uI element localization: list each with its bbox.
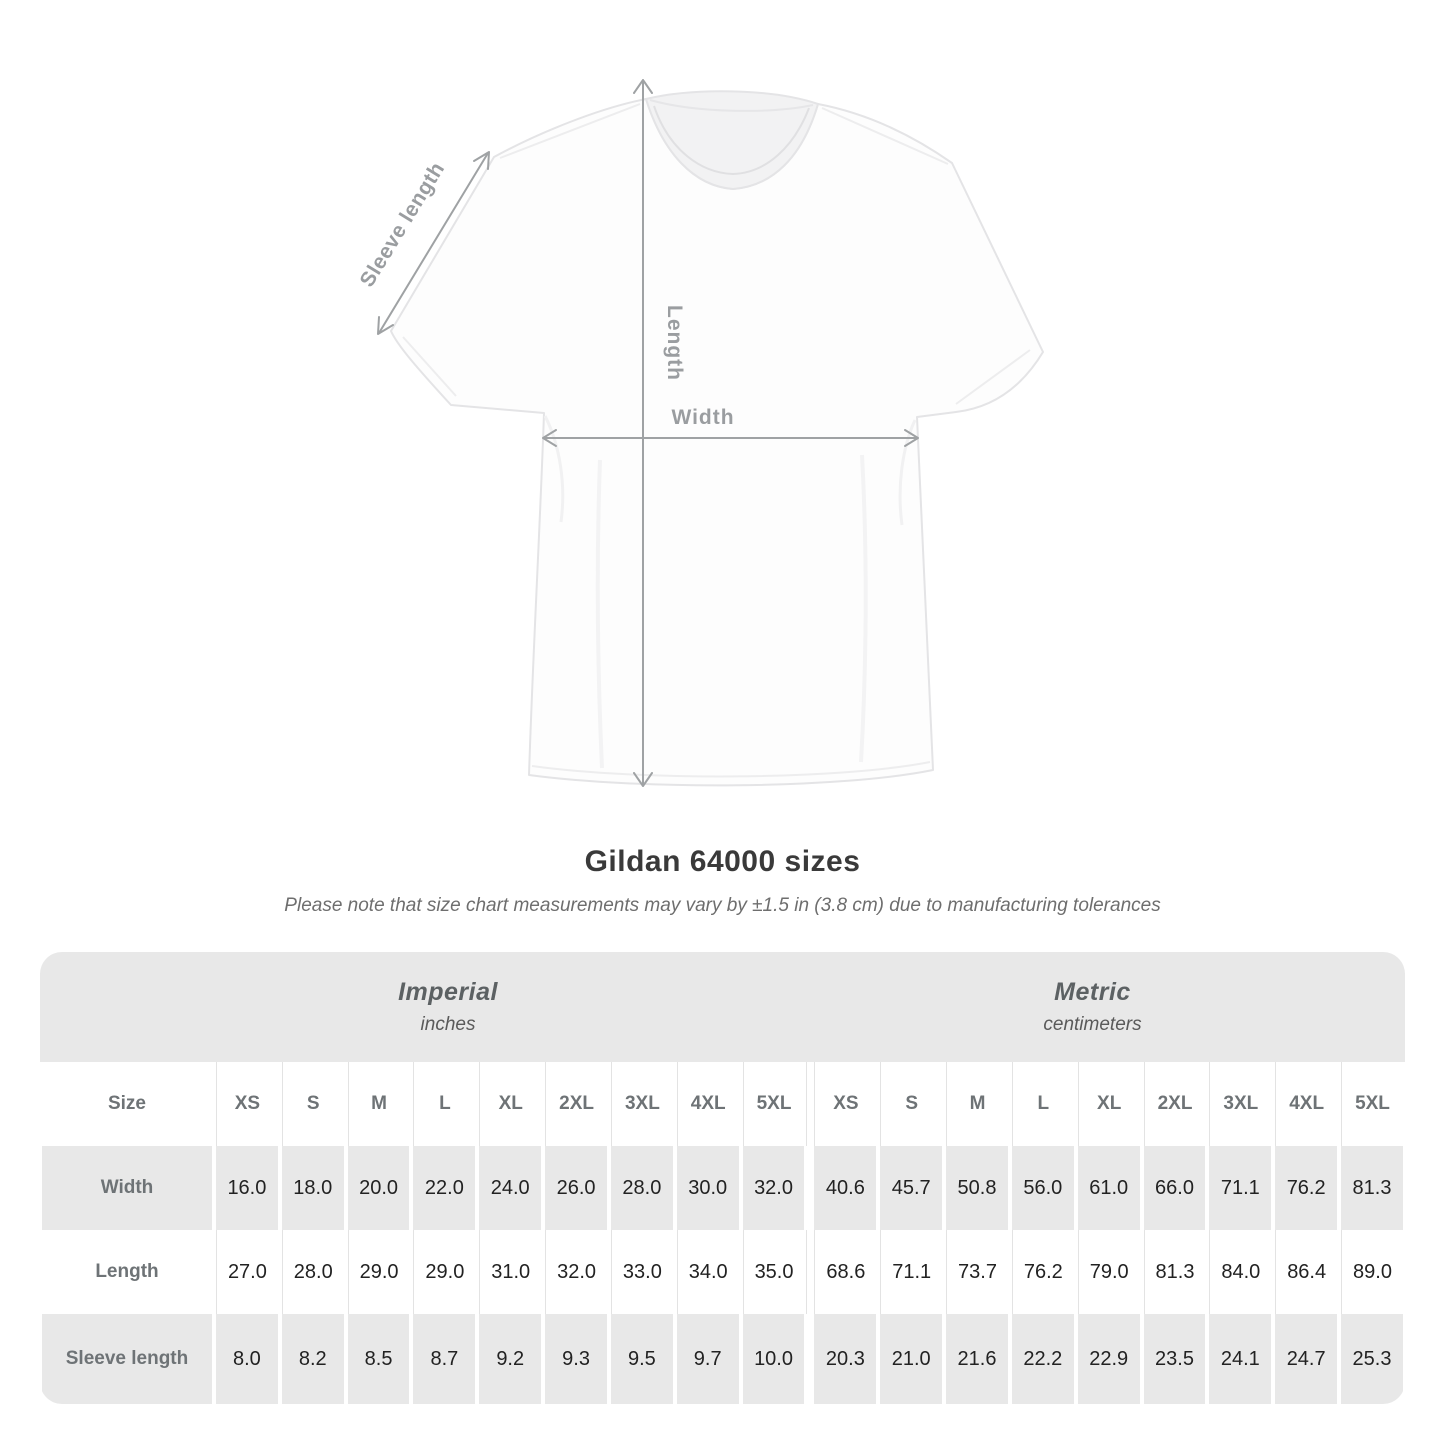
value-cell: 18.0 bbox=[282, 1146, 344, 1230]
imperial-unit: inches bbox=[420, 1014, 476, 1035]
size-cell: M bbox=[946, 1062, 1008, 1146]
size-cell: XS bbox=[814, 1062, 876, 1146]
value-cell: 8.7 bbox=[413, 1314, 475, 1404]
value-cell: 27.0 bbox=[216, 1230, 278, 1314]
size-cell: 4XL bbox=[1275, 1062, 1337, 1146]
tolerance-note: Please note that size chart measurements may vary by ±1.5 in (3.8 cm) due to manufacturing tolerances bbox=[284, 895, 1161, 916]
value-cell: 9.7 bbox=[677, 1314, 739, 1404]
value-cell: 79.0 bbox=[1078, 1230, 1140, 1314]
size-cell: L bbox=[413, 1062, 475, 1146]
value-cell: 89.0 bbox=[1341, 1230, 1403, 1314]
metric-header bbox=[810, 952, 1405, 1062]
value-cell: 25.3 bbox=[1341, 1314, 1403, 1404]
value-cell: 16.0 bbox=[216, 1146, 278, 1230]
value-cell: 81.3 bbox=[1341, 1146, 1403, 1230]
half-divider bbox=[806, 1062, 812, 1146]
value-cell: 9.3 bbox=[545, 1314, 607, 1404]
value-cell: 8.5 bbox=[348, 1314, 410, 1404]
table-row-sleeve-length bbox=[40, 1314, 1405, 1404]
size-header-row bbox=[40, 1062, 1405, 1146]
size-cell: 5XL bbox=[1341, 1062, 1403, 1146]
size-cell: 2XL bbox=[1144, 1062, 1206, 1146]
value-cell: 81.3 bbox=[1144, 1230, 1206, 1314]
value-cell: 23.5 bbox=[1144, 1314, 1206, 1404]
half-divider bbox=[806, 1146, 812, 1230]
value-cell: 50.8 bbox=[946, 1146, 1008, 1230]
row-label: Sleeve length bbox=[42, 1314, 212, 1404]
value-cell: 22.9 bbox=[1078, 1314, 1140, 1404]
value-cell: 68.6 bbox=[814, 1230, 876, 1314]
table-row-width bbox=[40, 1146, 1405, 1230]
value-cell: 32.0 bbox=[545, 1230, 607, 1314]
value-cell: 21.6 bbox=[946, 1314, 1008, 1404]
size-cell: XL bbox=[1078, 1062, 1140, 1146]
size-cell: 3XL bbox=[611, 1062, 673, 1146]
size-cell: 3XL bbox=[1209, 1062, 1271, 1146]
value-cell: 28.0 bbox=[611, 1146, 673, 1230]
value-cell: 71.1 bbox=[1209, 1146, 1271, 1230]
value-cell: 8.2 bbox=[282, 1314, 344, 1404]
size-cell: L bbox=[1012, 1062, 1074, 1146]
size-cell: 2XL bbox=[545, 1062, 607, 1146]
value-cell: 84.0 bbox=[1209, 1230, 1271, 1314]
value-cell: 21.0 bbox=[880, 1314, 942, 1404]
size-col-header: Size bbox=[107, 1093, 147, 1114]
value-cell: 24.0 bbox=[479, 1146, 541, 1230]
size-cell: 5XL bbox=[743, 1062, 805, 1146]
size-cell: S bbox=[282, 1062, 344, 1146]
size-table bbox=[40, 952, 1405, 1404]
value-cell: 86.4 bbox=[1275, 1230, 1337, 1314]
value-cell: 56.0 bbox=[1012, 1146, 1074, 1230]
value-cell: 40.6 bbox=[814, 1146, 876, 1230]
page-title: Gildan 64000 sizes bbox=[584, 845, 861, 878]
value-cell: 29.0 bbox=[348, 1230, 410, 1314]
value-cell: 22.0 bbox=[413, 1146, 475, 1230]
title-block bbox=[0, 845, 1445, 917]
metric-title: Metric bbox=[1054, 978, 1131, 1006]
half-divider bbox=[806, 1230, 812, 1314]
value-cell: 20.3 bbox=[814, 1314, 876, 1404]
value-cell: 73.7 bbox=[946, 1230, 1008, 1314]
value-cell: 61.0 bbox=[1078, 1146, 1140, 1230]
value-cell: 22.2 bbox=[1012, 1314, 1074, 1404]
value-cell: 76.2 bbox=[1012, 1230, 1074, 1314]
value-cell: 20.0 bbox=[348, 1146, 410, 1230]
size-cell: M bbox=[348, 1062, 410, 1146]
value-cell: 26.0 bbox=[545, 1146, 607, 1230]
width-label: Width bbox=[671, 406, 735, 429]
value-cell: 31.0 bbox=[479, 1230, 541, 1314]
unit-header-band bbox=[40, 952, 1405, 1062]
half-divider bbox=[806, 1314, 812, 1404]
value-cell: 33.0 bbox=[611, 1230, 673, 1314]
value-cell: 76.2 bbox=[1275, 1146, 1337, 1230]
value-cell: 24.1 bbox=[1209, 1314, 1271, 1404]
metric-unit: centimeters bbox=[1043, 1014, 1142, 1035]
value-cell: 8.0 bbox=[216, 1314, 278, 1404]
size-cell: 4XL bbox=[677, 1062, 739, 1146]
size-cell: S bbox=[880, 1062, 942, 1146]
value-cell: 45.7 bbox=[880, 1146, 942, 1230]
row-label: Width bbox=[42, 1146, 212, 1230]
value-cell: 24.7 bbox=[1275, 1314, 1337, 1404]
value-cell: 9.5 bbox=[611, 1314, 673, 1404]
row-label: Length bbox=[95, 1261, 159, 1282]
value-cell: 9.2 bbox=[479, 1314, 541, 1404]
value-cell: 66.0 bbox=[1144, 1146, 1206, 1230]
value-cell: 30.0 bbox=[677, 1146, 739, 1230]
value-cell: 32.0 bbox=[743, 1146, 805, 1230]
value-cell: 29.0 bbox=[413, 1230, 475, 1314]
value-cell: 10.0 bbox=[743, 1314, 805, 1404]
length-label: Length bbox=[663, 305, 686, 381]
size-cell: XS bbox=[216, 1062, 278, 1146]
value-cell: 34.0 bbox=[677, 1230, 739, 1314]
table-row-length bbox=[40, 1230, 1405, 1314]
value-cell: 28.0 bbox=[282, 1230, 344, 1314]
value-cell: 71.1 bbox=[880, 1230, 942, 1314]
value-cell: 35.0 bbox=[743, 1230, 805, 1314]
sleeve-length-label: Sleeve length bbox=[355, 158, 450, 292]
imperial-header bbox=[40, 952, 810, 1062]
imperial-title: Imperial bbox=[398, 978, 498, 1006]
size-cell: XL bbox=[479, 1062, 541, 1146]
